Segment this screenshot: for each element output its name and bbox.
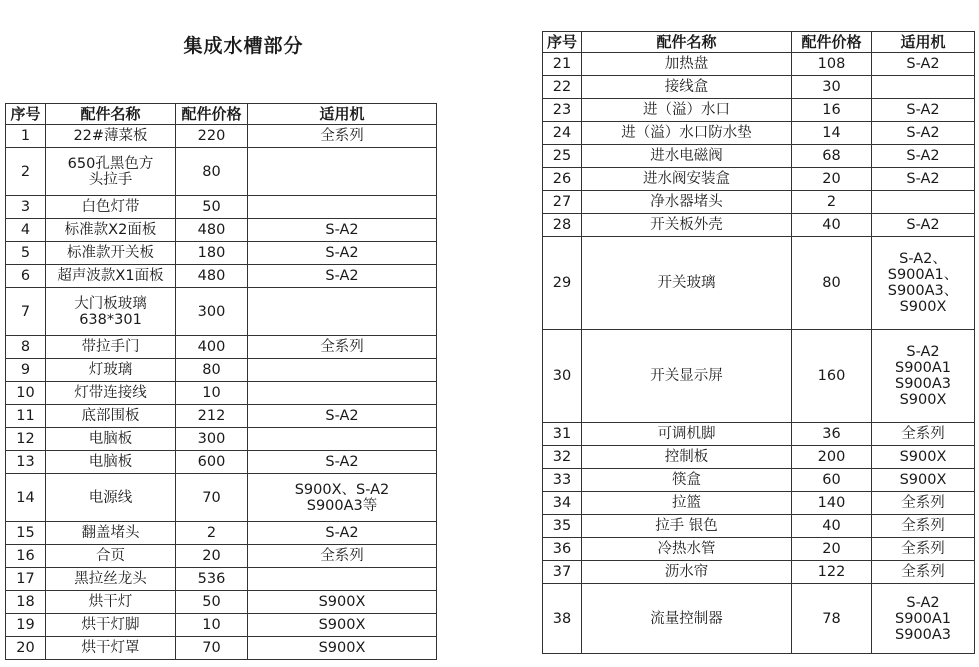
applicable-model-line: S900A1	[894, 360, 952, 376]
part-name	[46, 591, 176, 614]
row-number: 15	[6, 522, 46, 545]
row-number: 6	[6, 265, 46, 288]
table-row	[543, 99, 975, 122]
part-price: 122	[792, 561, 872, 584]
part-name	[582, 515, 792, 538]
part-price: 70	[176, 474, 248, 522]
row-number: 4	[6, 219, 46, 242]
header-row	[543, 32, 975, 53]
applicable-model	[872, 423, 975, 446]
applicable-model-line: S-A2	[906, 217, 940, 233]
row-number: 34	[543, 492, 582, 515]
row-number: 8	[6, 336, 46, 359]
applicable-model	[248, 568, 437, 591]
part-price: 20	[176, 545, 248, 568]
table-row	[543, 469, 975, 492]
part-name	[46, 474, 176, 522]
applicable-model	[248, 474, 437, 522]
applicable-model	[872, 584, 975, 654]
part-name	[582, 76, 792, 99]
part-name	[582, 561, 792, 584]
applicable-model-line: S900A3	[894, 626, 952, 643]
part-price: 180	[176, 242, 248, 265]
part-price: 10	[176, 382, 248, 405]
applicable-model-line: S-A2	[325, 268, 359, 284]
applicable-model-line: 全系列	[901, 426, 945, 442]
row-number: 10	[6, 382, 46, 405]
table-row	[6, 474, 437, 522]
part-price: 60	[792, 469, 872, 492]
part-name-line: 控制板	[664, 449, 709, 465]
applicable-model	[872, 237, 975, 330]
table-row	[6, 451, 437, 474]
row-number: 2	[6, 148, 46, 196]
row-number: 33	[543, 469, 582, 492]
part-name-line: 灯带连接线	[74, 385, 147, 401]
part-name-line: 进（溢）水口	[643, 102, 730, 118]
part-price: 212	[176, 405, 248, 428]
table-row	[543, 145, 975, 168]
part-name-line: 超声波款X1面板	[57, 268, 164, 284]
part-price: 14	[792, 122, 872, 145]
part-name	[582, 214, 792, 237]
table-row	[543, 446, 975, 469]
applicable-model-line: 全系列	[320, 128, 364, 144]
applicable-model-line: S-A2	[906, 125, 940, 141]
table-row	[6, 637, 437, 660]
row-number: 31	[543, 423, 582, 446]
part-price: 40	[792, 515, 872, 538]
part-price: 50	[176, 196, 248, 219]
header-row	[6, 104, 437, 125]
applicable-model-line: 全系列	[901, 518, 945, 534]
table-row	[543, 423, 975, 446]
table-row	[6, 336, 437, 359]
header-name: 配件名称	[46, 104, 176, 125]
applicable-model-line: S-A2	[906, 148, 940, 164]
part-name-line: 头拉手	[88, 171, 133, 188]
applicable-model	[248, 125, 437, 148]
row-number: 36	[543, 538, 582, 561]
part-name-line: 冷热水管	[657, 541, 716, 557]
part-price: 536	[176, 568, 248, 591]
part-name	[582, 492, 792, 515]
part-price: 160	[792, 330, 872, 423]
part-name-line: 翻盖堵头	[81, 525, 140, 541]
table-row	[543, 584, 975, 654]
part-price: 2	[792, 191, 872, 214]
part-price: 16	[792, 99, 872, 122]
part-price: 480	[176, 265, 248, 288]
table-row	[6, 382, 437, 405]
row-number: 5	[6, 242, 46, 265]
part-price: 30	[792, 76, 872, 99]
applicable-model-line: 全系列	[320, 548, 364, 564]
row-number: 30	[543, 330, 582, 423]
table-row	[6, 614, 437, 637]
table-row	[543, 168, 975, 191]
part-price: 68	[792, 145, 872, 168]
applicable-model-line: S900A3等	[306, 497, 378, 514]
applicable-model	[872, 330, 975, 423]
table-row	[6, 545, 437, 568]
part-name	[582, 191, 792, 214]
parts-table-right	[542, 31, 975, 654]
applicable-model-line: S900X	[899, 299, 947, 315]
table-row	[6, 265, 437, 288]
part-name-line: 进（溢）水口防水垫	[621, 125, 752, 141]
part-price: 200	[792, 446, 872, 469]
part-name	[46, 405, 176, 428]
header-name: 配件名称	[582, 32, 792, 53]
part-name-line: 开关玻璃	[657, 275, 716, 291]
part-name	[582, 584, 792, 654]
applicable-model	[248, 522, 437, 545]
table-row	[6, 359, 437, 382]
applicable-model	[872, 515, 975, 538]
applicable-model-line: S-A2	[325, 525, 359, 541]
applicable-model-line: S900X	[318, 640, 366, 656]
part-price: 480	[176, 219, 248, 242]
row-number: 23	[543, 99, 582, 122]
applicable-model-line: 全系列	[901, 495, 945, 511]
part-name-line: 电脑板	[88, 454, 133, 470]
part-name	[46, 148, 176, 196]
part-name-line: 可调机脚	[657, 426, 716, 442]
part-name-line: 烘干灯罩	[81, 640, 140, 656]
applicable-model-line: S900X	[318, 617, 366, 633]
applicable-model	[872, 561, 975, 584]
table-row	[543, 214, 975, 237]
table-row	[6, 242, 437, 265]
applicable-model-line: S900A3	[894, 376, 952, 392]
applicable-model	[872, 168, 975, 191]
table-row	[6, 568, 437, 591]
table-row	[543, 237, 975, 330]
applicable-model	[872, 76, 975, 99]
applicable-model-line: S-A2	[325, 454, 359, 470]
part-name-line: 进水电磁阀	[650, 148, 723, 164]
part-name-line: 流量控制器	[650, 610, 723, 627]
applicable-model-line: S-A2	[906, 594, 940, 611]
part-price: 140	[792, 492, 872, 515]
part-price: 20	[792, 168, 872, 191]
part-name	[46, 637, 176, 660]
applicable-model	[248, 382, 437, 405]
row-number: 3	[6, 196, 46, 219]
part-name	[582, 469, 792, 492]
applicable-model	[248, 242, 437, 265]
applicable-model	[248, 336, 437, 359]
part-price: 2	[176, 522, 248, 545]
part-name-line: 电源线	[88, 489, 133, 506]
table-row	[543, 76, 975, 99]
applicable-model	[248, 614, 437, 637]
applicable-model	[872, 53, 975, 76]
table-row	[6, 591, 437, 614]
part-price: 80	[792, 237, 872, 330]
part-name	[46, 359, 176, 382]
row-number: 21	[543, 53, 582, 76]
applicable-model-line: S-A2	[906, 171, 940, 187]
applicable-model	[872, 469, 975, 492]
applicable-model	[248, 451, 437, 474]
header-price: 配件价格	[792, 32, 872, 53]
row-number: 27	[543, 191, 582, 214]
part-name-line: 带拉手门	[81, 339, 140, 355]
part-price: 80	[176, 359, 248, 382]
part-name-line: 烘干灯	[88, 594, 133, 610]
table-row	[6, 522, 437, 545]
part-name	[46, 242, 176, 265]
applicable-model-line: 全系列	[901, 564, 945, 580]
applicable-model	[872, 538, 975, 561]
applicable-model	[248, 405, 437, 428]
part-name-line: 22#薄菜板	[73, 128, 148, 144]
part-name-line: 开关显示屏	[650, 368, 723, 384]
part-name	[46, 196, 176, 219]
part-price: 600	[176, 451, 248, 474]
applicable-model-line: S900A1、	[887, 267, 959, 283]
applicable-model	[248, 545, 437, 568]
row-number: 29	[543, 237, 582, 330]
applicable-model	[872, 191, 975, 214]
row-number: 28	[543, 214, 582, 237]
row-number: 1	[6, 125, 46, 148]
applicable-model	[248, 219, 437, 242]
header-apply: 适用机	[248, 104, 437, 125]
applicable-model	[872, 214, 975, 237]
header-price: 配件价格	[176, 104, 248, 125]
part-price: 50	[176, 591, 248, 614]
table-row	[543, 122, 975, 145]
applicable-model	[248, 591, 437, 614]
row-number: 13	[6, 451, 46, 474]
table-row	[6, 148, 437, 196]
table-row	[543, 492, 975, 515]
part-name	[46, 522, 176, 545]
applicable-model	[248, 428, 437, 451]
part-name-line: 电脑板	[88, 431, 133, 447]
part-price: 70	[176, 637, 248, 660]
applicable-model-line: 全系列	[320, 339, 364, 355]
part-name-line: 650孔黑色方	[67, 155, 154, 172]
row-number: 19	[6, 614, 46, 637]
header-apply: 适用机	[872, 32, 975, 53]
row-number: 20	[6, 637, 46, 660]
part-name-line: 开关板外壳	[650, 217, 723, 233]
part-name-line: 黑拉丝龙头	[74, 571, 147, 587]
part-name	[582, 330, 792, 423]
row-number: 26	[543, 168, 582, 191]
part-name-line: 净水器堵头	[650, 194, 723, 210]
applicable-model	[872, 446, 975, 469]
row-number: 17	[6, 568, 46, 591]
applicable-model-line: S-A2、	[899, 251, 947, 267]
part-name	[582, 145, 792, 168]
part-name	[46, 614, 176, 637]
part-price: 20	[792, 538, 872, 561]
table-row	[6, 288, 437, 336]
applicable-model-line: S900A1	[894, 610, 952, 627]
part-price: 220	[176, 125, 248, 148]
part-price: 108	[792, 53, 872, 76]
applicable-model-line: S-A2	[325, 245, 359, 261]
applicable-model-line: S900X	[899, 449, 947, 465]
part-name-line: 沥水帘	[664, 564, 709, 580]
page-title: 集成水槽部分	[183, 35, 304, 57]
applicable-model-line: S-A2	[325, 408, 359, 424]
row-number: 11	[6, 405, 46, 428]
row-number: 14	[6, 474, 46, 522]
part-name	[582, 53, 792, 76]
part-name-line: 标准款X2面板	[64, 222, 157, 238]
part-name	[46, 219, 176, 242]
row-number: 9	[6, 359, 46, 382]
part-name	[582, 168, 792, 191]
part-name	[46, 451, 176, 474]
row-number: 35	[543, 515, 582, 538]
row-number: 24	[543, 122, 582, 145]
header-no: 序号	[543, 32, 582, 53]
part-name-line: 加热盘	[664, 56, 709, 72]
part-name	[582, 446, 792, 469]
row-number: 37	[543, 561, 582, 584]
part-name-line: 接线盒	[664, 79, 709, 95]
part-price: 36	[792, 423, 872, 446]
part-name-line: 筷盒	[672, 472, 701, 488]
part-name	[46, 265, 176, 288]
part-price: 400	[176, 336, 248, 359]
applicable-model-line: S900A3、	[887, 283, 959, 299]
row-number: 16	[6, 545, 46, 568]
row-number: 22	[543, 76, 582, 99]
table-row	[6, 196, 437, 219]
part-name-line: 白色灯带	[81, 199, 140, 215]
row-number: 7	[6, 288, 46, 336]
applicable-model	[872, 492, 975, 515]
applicable-model-line: S900X	[899, 392, 947, 408]
parts-table-left	[5, 103, 437, 660]
part-name-line: 底部围板	[81, 408, 140, 424]
applicable-model-line: S-A2	[906, 56, 940, 72]
part-price: 80	[176, 148, 248, 196]
applicable-model	[248, 265, 437, 288]
part-name	[582, 237, 792, 330]
table-row	[543, 53, 975, 76]
header-no: 序号	[6, 104, 46, 125]
part-name	[46, 568, 176, 591]
table-row	[6, 428, 437, 451]
part-name-line: 拉手 银色	[655, 518, 718, 534]
part-name-line: 进水阀安装盒	[643, 171, 730, 187]
part-name	[46, 545, 176, 568]
part-price: 300	[176, 288, 248, 336]
applicable-model-line: 全系列	[901, 541, 945, 557]
part-name-line: 大门板玻璃	[74, 295, 147, 312]
applicable-model-line: S-A2	[906, 102, 940, 118]
row-number: 12	[6, 428, 46, 451]
part-price: 300	[176, 428, 248, 451]
applicable-model-line: S900X	[899, 472, 947, 488]
table-row	[543, 561, 975, 584]
applicable-model	[248, 196, 437, 219]
part-name	[46, 428, 176, 451]
part-name-line: 拉篮	[672, 495, 701, 511]
part-name-line: 烘干灯脚	[81, 617, 140, 633]
table-row	[6, 125, 437, 148]
part-name	[46, 382, 176, 405]
part-name	[46, 336, 176, 359]
table-row	[6, 405, 437, 428]
part-price: 40	[792, 214, 872, 237]
applicable-model	[248, 288, 437, 336]
part-name-line: 标准款开关板	[67, 245, 154, 261]
applicable-model-line: S900X、S-A2	[294, 481, 390, 498]
table-row	[543, 538, 975, 561]
part-price: 78	[792, 584, 872, 654]
part-name	[46, 125, 176, 148]
applicable-model-line: S900X	[318, 594, 366, 610]
row-number: 25	[543, 145, 582, 168]
table-row	[543, 330, 975, 423]
part-name	[582, 122, 792, 145]
applicable-model	[248, 148, 437, 196]
part-name	[582, 99, 792, 122]
table-row	[6, 219, 437, 242]
part-name	[582, 538, 792, 561]
applicable-model-line: S-A2	[906, 344, 940, 360]
applicable-model	[872, 99, 975, 122]
part-name-line: 合页	[96, 548, 125, 564]
part-price: 10	[176, 614, 248, 637]
applicable-model-line: S-A2	[325, 222, 359, 238]
table-row	[543, 515, 975, 538]
applicable-model	[248, 637, 437, 660]
part-name-line: 638*301	[79, 311, 142, 328]
table-row	[543, 191, 975, 214]
row-number: 18	[6, 591, 46, 614]
row-number: 38	[543, 584, 582, 654]
part-name-line: 灯玻璃	[88, 362, 133, 378]
row-number: 32	[543, 446, 582, 469]
applicable-model	[872, 145, 975, 168]
applicable-model	[872, 122, 975, 145]
part-name	[46, 288, 176, 336]
part-name	[582, 423, 792, 446]
applicable-model	[248, 359, 437, 382]
